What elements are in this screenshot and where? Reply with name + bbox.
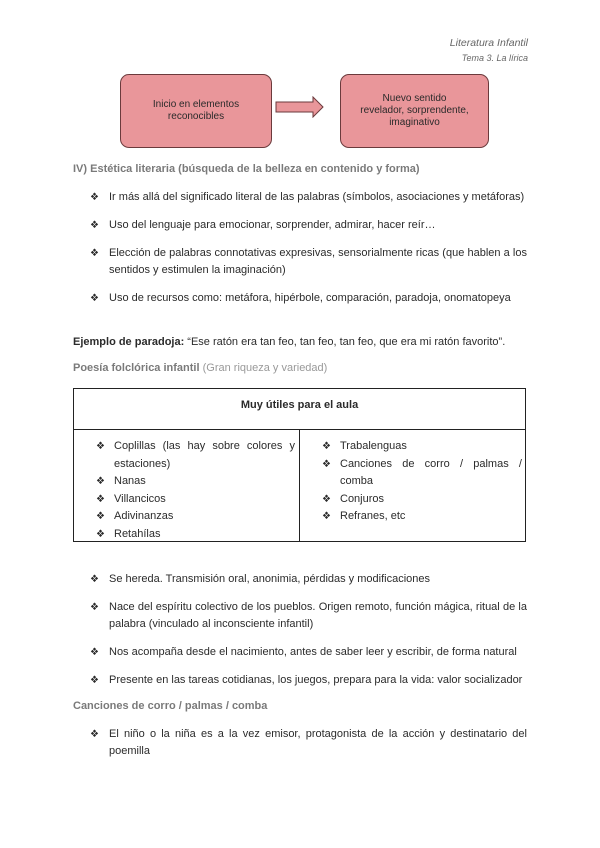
- list-item: ❖ Uso del lenguaje para emocionar, sorprender, admirar, hacer reír…: [90, 217, 527, 234]
- list-item: ❖ Presente en las tareas cotidianas, los juegos, prepara para la vida: valor socializador: [90, 672, 527, 689]
- folk-subtitle: (Gran riqueza y variedad): [199, 362, 328, 374]
- list-item: ❖ Nace del espíritu colectivo de los pueblos. Origen remoto, función mágica, ritual de la palabra (vinculado al inconsciente infantil): [90, 599, 527, 633]
- list-item: ❖ Uso de recursos como: metáfora, hipérbole, comparación, paradoja, onomatopeya: [90, 290, 527, 307]
- list-item: ❖ El niño o la niña es a la vez emisor, protagonista de la acción y destinatario del poemilla: [90, 726, 527, 760]
- songs-list: [90, 726, 527, 760]
- table-header: Muy útiles para el aula: [74, 389, 525, 430]
- table-item: ❖ Adivinanzas: [96, 508, 295, 526]
- list-item: ❖ Elección de palabras connotativas expresivas, sensorialmente ricas (que hablen a los sentidos y estimulen la imaginación): [90, 245, 527, 279]
- table-item: ❖ Retahílas: [96, 526, 295, 544]
- paradox-example: [73, 334, 533, 351]
- diagram-box-start-label: Inicio en elementos reconocibles: [152, 99, 240, 122]
- songs-title: [73, 700, 267, 712]
- section-iv-title-text: IV) Estética literaria (búsqueda de la belleza en contenido y forma): [73, 163, 420, 175]
- paradox-example-text: “Ese ratón era tan feo, tan feo, tan feo, que era mi ratón favorito”.: [184, 336, 506, 348]
- header-subtitle: Tema 3. La lírica: [461, 53, 528, 63]
- folk-list: [90, 571, 527, 689]
- table-item: ❖ Villancicos: [96, 491, 295, 509]
- diagram-box-result-label: Nuevo sentido revelador, sorprendente, imaginativo: [360, 93, 469, 128]
- folk-title-text: Poesía folclórica infantil: [73, 362, 200, 374]
- list-item: ❖ Nos acompaña desde el nacimiento, antes de saber leer y escribir, de forma natural: [90, 644, 527, 661]
- table-item: ❖ Nanas: [96, 473, 295, 491]
- table-item: ❖ Trabalenguas: [322, 438, 522, 456]
- table-col-left: [74, 430, 300, 541]
- section-iv-list: [90, 189, 527, 307]
- table-item: ❖ Coplillas (las hay sobre colores y estaciones): [96, 438, 295, 473]
- list-item: ❖ Ir más allá del significado literal de las palabras (símbolos, asociaciones y metáforas): [90, 189, 527, 206]
- section-iv-title: [73, 163, 420, 175]
- table-item: ❖ Canciones de corro / palmas / comba: [322, 456, 522, 491]
- header-title: Literatura Infantil: [449, 37, 528, 49]
- diagram-box-result: [340, 74, 489, 148]
- folk-title: [73, 362, 327, 374]
- table-item: ❖ Refranes, etc: [322, 508, 522, 526]
- table-item: ❖ Conjuros: [322, 491, 522, 509]
- diagram-box-start: [120, 74, 272, 148]
- paradox-example-label: Ejemplo de paradoja:: [73, 336, 185, 348]
- page-header: [450, 36, 528, 65]
- classroom-table: [73, 388, 526, 542]
- list-item: ❖ Se hereda. Transmisión oral, anonimia, pérdidas y modificaciones: [90, 571, 527, 588]
- songs-title-text: Canciones de corro / palmas / comba: [73, 700, 268, 712]
- arrow-right-icon: [275, 96, 325, 118]
- table-col-right: [300, 430, 525, 541]
